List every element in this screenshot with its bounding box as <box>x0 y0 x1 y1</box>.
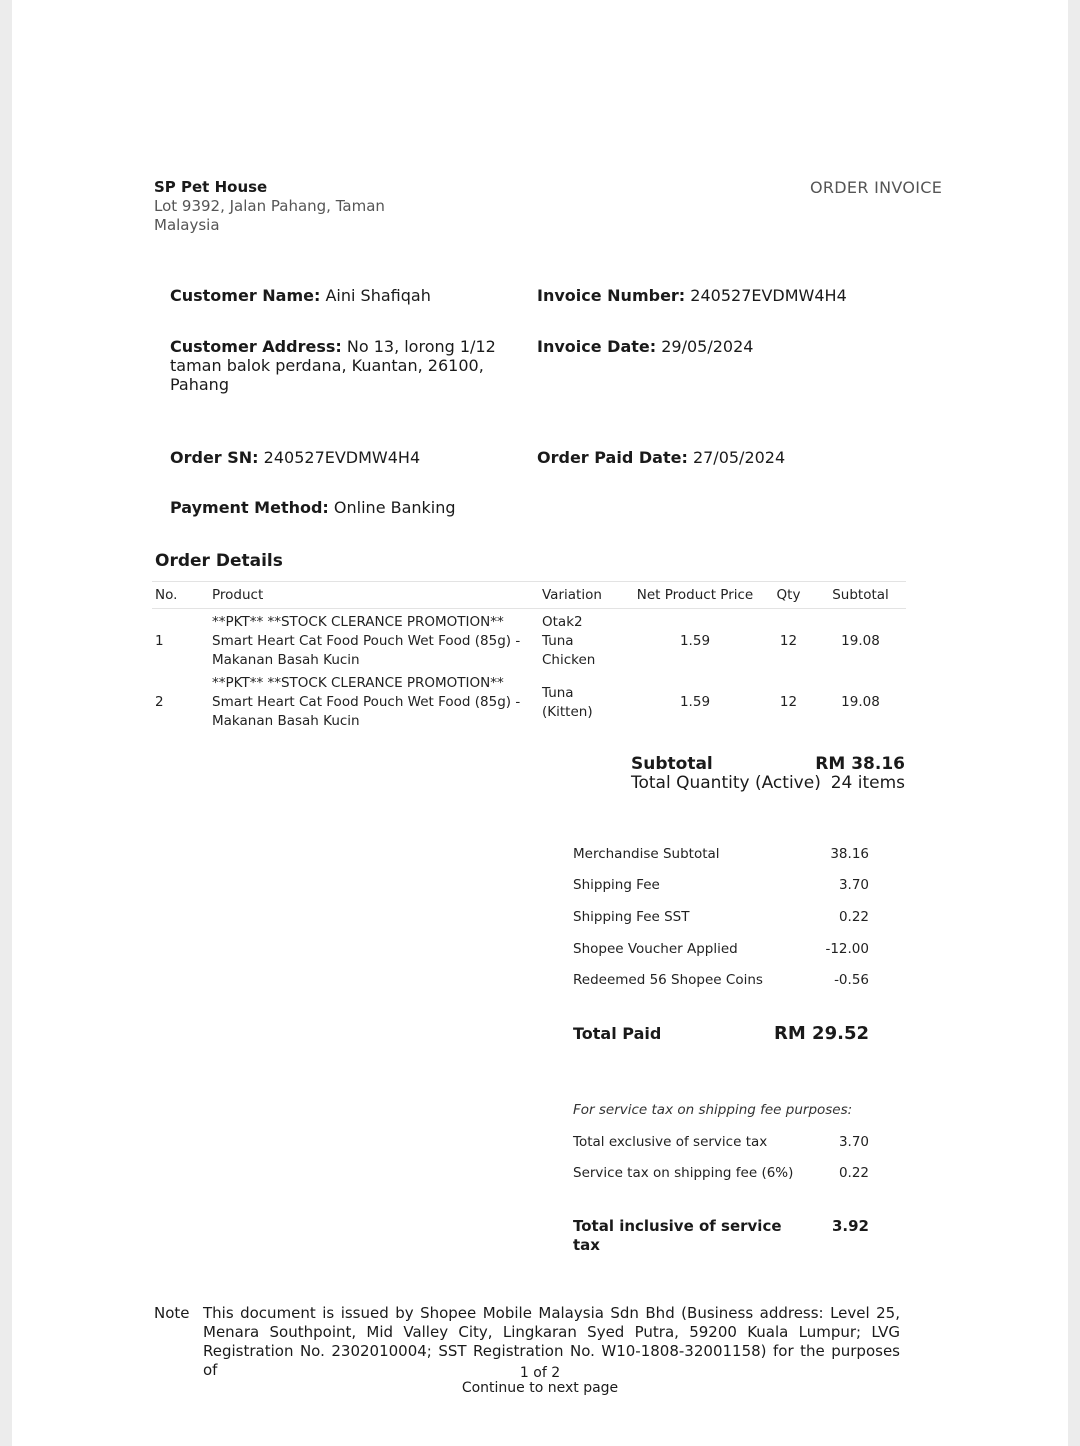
charge-value: 0.22 <box>838 909 869 925</box>
service-tax-label: Service tax on shipping fee (6%) <box>573 1165 794 1181</box>
order-details-title: Order Details <box>155 551 283 571</box>
col-price: Net Product Price <box>625 582 762 609</box>
col-variation: Variation <box>539 582 625 609</box>
charge-label: Redeemed 56 Shopee Coins <box>573 972 763 988</box>
customer-address <box>170 337 515 394</box>
service-tax-value: 3.70 <box>838 1134 869 1150</box>
order-sn <box>170 448 420 467</box>
order-sn-value: 240527EVDMW4H4 <box>263 448 421 467</box>
customer-address-label: Customer Address: <box>170 337 342 356</box>
document-title: ORDER INVOICE <box>810 178 943 197</box>
table-row <box>152 670 906 731</box>
invoice-number-value: 240527EVDMW4H4 <box>690 286 847 305</box>
seller-address <box>154 197 454 235</box>
note-label: Note <box>154 1304 190 1322</box>
row-variation: Tuna (Kitten) <box>542 684 593 720</box>
summary-subtotal-label: Subtotal <box>631 754 713 774</box>
invoice-date <box>537 337 753 356</box>
payment-method-value: Online Banking <box>333 498 456 517</box>
order-items-table <box>152 581 906 731</box>
page-number: 1 of 2 <box>519 1365 561 1381</box>
seller-name: SP Pet House <box>154 178 268 196</box>
total-paid-label: Total Paid <box>573 1024 662 1043</box>
row-subtotal: 19.08 <box>841 633 880 649</box>
continue-text: Continue to next page <box>461 1380 619 1396</box>
order-paid-date-label: Order Paid Date: <box>537 448 688 467</box>
summary-qty-value: 24 items <box>830 773 905 793</box>
seller-address-line1: Lot 9392, Jalan Pahang, Taman <box>154 197 385 215</box>
summary-qty-label: Total Quantity (Active) <box>631 773 821 793</box>
customer-address-value: No 13, lorong 1/12 taman balok perdana, Kuantan, 26100, Pahang <box>170 337 496 394</box>
row-product: **PKT** **STOCK CLERANCE PROMOTION** Smart Heart Cat Food Pouch Wet Food (85g) - Makanan Basah Kucin <box>212 675 521 729</box>
col-product: Product <box>209 582 539 609</box>
invoice-number-label: Invoice Number: <box>537 286 686 305</box>
charge-value: 38.16 <box>830 846 869 862</box>
seller-address-line2: Malaysia <box>154 216 220 234</box>
col-subtotal: Subtotal <box>812 582 906 609</box>
invoice-page <box>12 0 1068 1446</box>
row-qty: 12 <box>779 694 798 710</box>
summary-subtotal-value: RM 38.16 <box>815 754 905 774</box>
invoice-number <box>537 286 847 305</box>
charge-label: Shipping Fee SST <box>573 909 690 925</box>
note-text: This document is issued by Shopee Mobile Malaysia Sdn Bhd (Business address: Level 25, Menara Southpoint, Mid Valley City, Lingkaran Syed Putra, 59200 Kuala Lumpur; LVG Registration No. 2302010004; SST Registration No. W10-1808-32001158) for the purposes of <box>203 1304 900 1379</box>
charge-label: Merchandise Subtotal <box>573 846 720 862</box>
table-row <box>152 609 906 671</box>
row-variation: Otak2 Tuna Chicken <box>542 614 596 668</box>
customer-name-label: Customer Name: <box>170 286 321 305</box>
service-tax-total-value: 3.92 <box>831 1217 869 1235</box>
customer-name-value: Aini Shafiqah <box>325 286 431 305</box>
payment-method <box>170 498 456 517</box>
col-qty: Qty <box>762 582 812 609</box>
row-price: 1.59 <box>679 633 711 649</box>
table-header-row <box>152 582 906 609</box>
row-no: 2 <box>155 694 164 710</box>
service-tax-total-label: Total inclusive of service tax <box>573 1217 782 1254</box>
charge-value: 3.70 <box>838 877 869 893</box>
col-no: No. <box>152 582 209 609</box>
order-paid-date-value: 27/05/2024 <box>692 448 786 467</box>
invoice-date-label: Invoice Date: <box>537 337 657 356</box>
order-paid-date <box>537 448 785 467</box>
charge-label: Shopee Voucher Applied <box>573 941 738 957</box>
total-paid-value: RM 29.52 <box>774 1023 869 1044</box>
service-tax-value: 0.22 <box>838 1165 869 1181</box>
customer-name <box>170 286 431 305</box>
invoice-date-value: 29/05/2024 <box>661 337 754 356</box>
service-tax-label: Total exclusive of service tax <box>573 1134 768 1150</box>
payment-method-label: Payment Method: <box>170 498 329 517</box>
charge-value: -12.00 <box>825 941 869 957</box>
row-price: 1.59 <box>679 694 711 710</box>
service-tax-heading: For service tax on shipping fee purposes: <box>573 1102 853 1118</box>
charge-value: -0.56 <box>834 972 869 988</box>
row-qty: 12 <box>779 633 798 649</box>
row-no: 1 <box>155 633 164 649</box>
row-product: **PKT** **STOCK CLERANCE PROMOTION** Smart Heart Cat Food Pouch Wet Food (85g) - Makanan Basah Kucin <box>212 614 521 668</box>
order-sn-label: Order SN: <box>170 448 259 467</box>
row-subtotal: 19.08 <box>841 694 880 710</box>
charge-label: Shipping Fee <box>573 877 660 893</box>
